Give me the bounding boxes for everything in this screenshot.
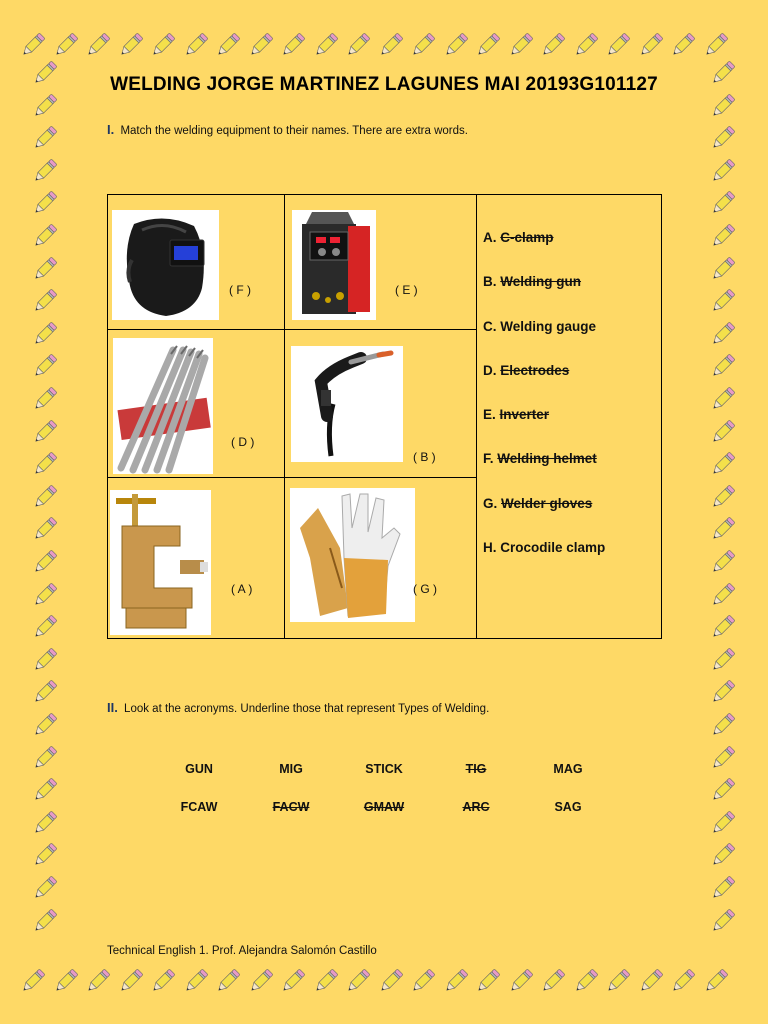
pencil-icon bbox=[183, 32, 209, 58]
pencil-border-left bbox=[22, 0, 72, 1024]
pencil-icon bbox=[710, 614, 736, 640]
pencil-icon bbox=[280, 32, 306, 58]
pencil-icon bbox=[710, 842, 736, 868]
pencil-icon bbox=[638, 32, 664, 58]
answer-electrodes: ( D ) bbox=[231, 435, 255, 449]
pencil-icon bbox=[215, 968, 241, 994]
pencil-icon bbox=[32, 353, 58, 379]
pencil-icon bbox=[313, 32, 339, 58]
acronym[interactable]: TIG bbox=[465, 762, 487, 776]
pencil-icon bbox=[32, 419, 58, 445]
pencil-icon bbox=[710, 549, 736, 575]
acronym[interactable]: MIG bbox=[279, 762, 303, 776]
pencil-icon bbox=[710, 223, 736, 249]
pencil-icon bbox=[32, 908, 58, 934]
pencil-icon bbox=[638, 968, 664, 994]
pencil-icon bbox=[710, 256, 736, 282]
pencil-icon bbox=[32, 810, 58, 836]
section-2-number: II. bbox=[107, 700, 118, 715]
pencil-icon bbox=[32, 647, 58, 673]
pencil-icon bbox=[410, 968, 436, 994]
pencil-icon bbox=[215, 32, 241, 58]
acronym[interactable]: STICK bbox=[365, 762, 403, 776]
pencil-icon bbox=[32, 125, 58, 151]
pencil-icon bbox=[670, 32, 696, 58]
section-1-text: Match the welding equipment to their names. There are extra words. bbox=[120, 125, 468, 137]
pencil-icon bbox=[32, 484, 58, 510]
pencil-icon bbox=[710, 158, 736, 184]
section-2-instruction bbox=[107, 700, 489, 715]
section-2-text: Look at the acronyms. Underline those that represent Types of Welding. bbox=[124, 703, 490, 715]
acronym[interactable]: GUN bbox=[185, 762, 213, 776]
pencil-icon bbox=[32, 158, 58, 184]
pencil-icon bbox=[710, 288, 736, 314]
welding-gun-image bbox=[291, 346, 403, 462]
pencil-icon bbox=[150, 968, 176, 994]
pencil-icon bbox=[710, 386, 736, 412]
footer-text: Technical English 1. Prof. Alejandra Salomón Castillo bbox=[107, 945, 377, 957]
pencil-icon bbox=[710, 353, 736, 379]
pencil-icon bbox=[313, 968, 339, 994]
pencil-icon bbox=[710, 419, 736, 445]
option-item: D. Electrodes bbox=[483, 362, 570, 378]
pencil-icon bbox=[378, 32, 404, 58]
pencil-icon bbox=[710, 777, 736, 803]
page-title: WELDING JORGE MARTINEZ LAGUNES MAI 20193G101127 bbox=[110, 74, 658, 95]
pencil-icon bbox=[710, 908, 736, 934]
answer-inverter: ( E ) bbox=[395, 283, 418, 297]
option-item: C. Welding gauge bbox=[483, 318, 597, 334]
pencil-icon bbox=[540, 32, 566, 58]
pencil-icon bbox=[710, 321, 736, 347]
acronym[interactable]: ARC bbox=[462, 800, 490, 814]
pencil-icon bbox=[605, 968, 631, 994]
pencil-icon bbox=[32, 223, 58, 249]
pencil-icon bbox=[345, 32, 371, 58]
pencil-icon bbox=[710, 875, 736, 901]
pencil-icon bbox=[345, 968, 371, 994]
section-1-number: I. bbox=[107, 122, 115, 137]
answer-gloves: ( G ) bbox=[413, 582, 437, 596]
option-item: A. C-clamp bbox=[483, 230, 554, 245]
section-1-instruction bbox=[107, 122, 468, 137]
pencil-icon bbox=[32, 451, 58, 477]
pencil-icon bbox=[248, 968, 274, 994]
option-item: G. Welder gloves bbox=[483, 495, 593, 511]
option-item: H. Crocodile clamp bbox=[483, 540, 606, 556]
acronym[interactable]: FCAW bbox=[180, 800, 218, 814]
pencil-icon bbox=[32, 614, 58, 640]
option-item: F. Welding helmet bbox=[483, 451, 597, 467]
pencil-icon bbox=[280, 968, 306, 994]
pencil-icon bbox=[443, 968, 469, 994]
acronym[interactable]: MAG bbox=[553, 762, 583, 776]
answer-helmet: ( F ) bbox=[229, 283, 251, 297]
pencil-border-top bbox=[0, 22, 768, 72]
pencil-icon bbox=[710, 451, 736, 477]
welder-gloves-image bbox=[290, 488, 415, 622]
acronym[interactable]: SAG bbox=[554, 800, 582, 814]
acronym[interactable]: FACW bbox=[272, 800, 310, 814]
pencil-icon bbox=[710, 810, 736, 836]
c-clamp-image bbox=[110, 490, 211, 635]
options-list bbox=[483, 230, 658, 584]
pencil-icon bbox=[573, 32, 599, 58]
pencil-icon bbox=[32, 777, 58, 803]
pencil-icon bbox=[508, 968, 534, 994]
pencil-icon bbox=[32, 582, 58, 608]
welding-helmet-image bbox=[112, 210, 219, 320]
pencil-icon bbox=[710, 647, 736, 673]
pencil-icon bbox=[32, 712, 58, 738]
option-item: E. Inverter bbox=[483, 407, 550, 423]
pencil-icon bbox=[443, 32, 469, 58]
pencil-icon bbox=[32, 386, 58, 412]
pencil-icon bbox=[85, 32, 111, 58]
electrodes-image bbox=[113, 338, 213, 474]
pencil-icon bbox=[32, 190, 58, 216]
pencil-icon bbox=[32, 516, 58, 542]
pencil-icon bbox=[475, 32, 501, 58]
pencil-icon bbox=[710, 516, 736, 542]
pencil-icon bbox=[573, 968, 599, 994]
pencil-icon bbox=[540, 968, 566, 994]
pencil-icon bbox=[378, 968, 404, 994]
pencil-icon bbox=[32, 288, 58, 314]
pencil-icon bbox=[248, 32, 274, 58]
pencil-border-bottom bbox=[0, 958, 768, 1008]
pencil-icon bbox=[670, 968, 696, 994]
pencil-icon bbox=[475, 968, 501, 994]
pencil-icon bbox=[710, 190, 736, 216]
pencil-icon bbox=[508, 32, 534, 58]
pencil-icon bbox=[710, 745, 736, 771]
pencil-icon bbox=[710, 125, 736, 151]
pencil-icon bbox=[32, 321, 58, 347]
inverter-image bbox=[292, 210, 376, 320]
acronym[interactable]: GMAW bbox=[363, 800, 405, 814]
pencil-icon bbox=[605, 32, 631, 58]
pencil-icon bbox=[32, 679, 58, 705]
pencil-icon bbox=[710, 582, 736, 608]
pencil-icon bbox=[32, 256, 58, 282]
pencil-icon bbox=[32, 875, 58, 901]
answer-c-clamp: ( A ) bbox=[231, 582, 253, 596]
pencil-border-right bbox=[700, 0, 750, 1024]
pencil-icon bbox=[710, 484, 736, 510]
pencil-icon bbox=[710, 679, 736, 705]
pencil-icon bbox=[85, 968, 111, 994]
pencil-icon bbox=[32, 745, 58, 771]
pencil-icon bbox=[710, 93, 736, 119]
pencil-icon bbox=[32, 93, 58, 119]
pencil-icon bbox=[710, 712, 736, 738]
pencil-icon bbox=[32, 549, 58, 575]
pencil-icon bbox=[118, 968, 144, 994]
pencil-icon bbox=[150, 32, 176, 58]
option-item: B. Welding gun bbox=[483, 274, 582, 290]
pencil-icon bbox=[183, 968, 209, 994]
pencil-icon bbox=[118, 32, 144, 58]
pencil-icon bbox=[32, 842, 58, 868]
pencil-icon bbox=[410, 32, 436, 58]
answer-welding-gun: ( B ) bbox=[413, 450, 436, 464]
